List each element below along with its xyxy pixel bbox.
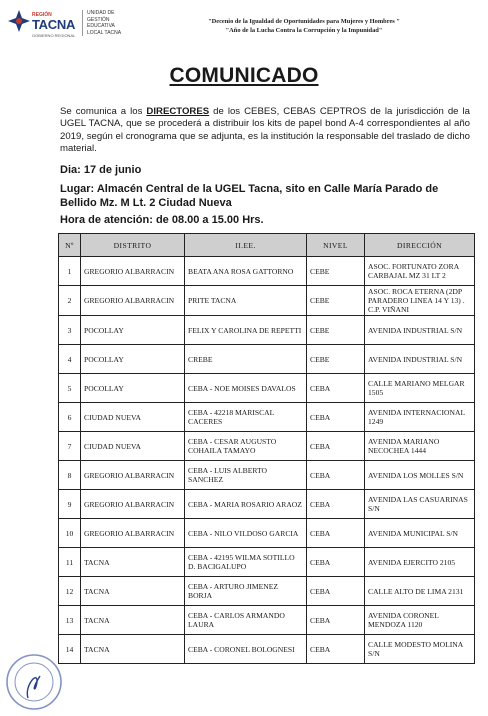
logo-region-text: REGIÓN <box>32 12 52 18</box>
cell-iiee: BEATA ANA ROSA GATTORNO <box>185 257 307 286</box>
cell-iiee: CEBA - NILO VILDOSO GARCIA <box>185 519 307 548</box>
intro-highlight: DIRECTORES <box>146 106 210 117</box>
cell-nivel: CEBA <box>307 548 365 577</box>
table-row <box>59 548 475 577</box>
table-row <box>59 577 475 606</box>
ugel-label <box>82 10 131 36</box>
cell-nivel: CEBA <box>307 635 365 664</box>
table-row <box>59 286 475 316</box>
cell-nivel: CEBA <box>307 403 365 432</box>
cell-iiee: CEBA - NOE MOISES DAVALOS <box>185 374 307 403</box>
cell-direccion: AVENIDA EJERCITO 2105 <box>365 548 475 577</box>
cell-direccion: ASOC. FORTUNATO ZORA CARBAJAL MZ 31 LT 2 <box>365 257 475 286</box>
table-row <box>59 606 475 635</box>
cell-distrito: POCOLLAY <box>81 316 185 345</box>
date-line: Dia: 17 de junio <box>60 164 142 176</box>
cell-number: 1 <box>59 257 81 286</box>
cell-iiee: CEBA - 42195 WILMA SOTILLO D. BACIGALUPO <box>185 548 307 577</box>
header-iiee: II.EE. <box>185 234 307 257</box>
cell-number: 6 <box>59 403 81 432</box>
cell-distrito: GREGORIO ALBARRACIN <box>81 461 185 490</box>
cell-direccion: CALLE ALTO DE LIMA 2131 <box>365 577 475 606</box>
cell-nivel: CEBE <box>307 257 365 286</box>
decenio-motto <box>134 18 474 35</box>
cell-nivel: CEBA <box>307 432 365 461</box>
ugel-line: LOCAL TACNA <box>87 29 122 36</box>
cell-direccion: CALLE MARIANO MELGAR 1505 <box>365 374 475 403</box>
ugel-line: EDUCATIVA <box>87 23 115 29</box>
logo-name-text: TACNA <box>32 17 76 32</box>
cell-number: 8 <box>59 461 81 490</box>
cell-distrito: GREGORIO ALBARRACIN <box>81 490 185 519</box>
cell-direccion: AVENIDA INDUSTRIAL S/N <box>365 345 475 374</box>
cell-nivel: CEBA <box>307 461 365 490</box>
decenio-line-1: "Decenio de la Igualdad de Oportunidades para Mujeres y Hombres " <box>208 18 400 25</box>
table-row <box>59 345 475 374</box>
cell-direccion: AVENIDA LAS CASUARINAS S/N <box>365 490 475 519</box>
table-row <box>59 403 475 432</box>
cell-direccion: CALLE MODESTO MOLINA S/N <box>365 635 475 664</box>
cell-distrito: GREGORIO ALBARRACIN <box>81 286 185 316</box>
cell-iiee: CREBE <box>185 345 307 374</box>
cell-nivel: CEBE <box>307 345 365 374</box>
cell-iiee: CEBA - 42218 MARISCAL CACERES <box>185 403 307 432</box>
cell-direccion: AVENIDA INDUSTRIAL S/N <box>365 316 475 345</box>
logo-tag-text: GOBIERNO REGIONAL <box>32 33 76 38</box>
cell-direccion: AVENIDA CORONEL MENDOZA 1120 <box>365 606 475 635</box>
cell-number: 2 <box>59 286 81 316</box>
cell-distrito: GREGORIO ALBARRACIN <box>81 519 185 548</box>
cell-iiee: CEBA - LUIS ALBERTO SANCHEZ <box>185 461 307 490</box>
cell-distrito: GREGORIO ALBARRACIN <box>81 257 185 286</box>
cell-nivel: CEBA <box>307 519 365 548</box>
cell-iiee: CEBA - CARLOS ARMANDO LAURA <box>185 606 307 635</box>
cell-direccion: AVENIDA MARIANO NECOCHEA 1444 <box>365 432 475 461</box>
ugel-line: UNIDAD DE <box>87 10 115 16</box>
cell-distrito: TACNA <box>81 606 185 635</box>
region-logo-icon <box>8 10 30 32</box>
cell-number: 7 <box>59 432 81 461</box>
cell-direccion: AVENIDA LOS MOLLES S/N <box>365 461 475 490</box>
cell-iiee: PRITE TACNA <box>185 286 307 316</box>
cell-nivel: CEBA <box>307 577 365 606</box>
cell-number: 9 <box>59 490 81 519</box>
cell-distrito: CIUDAD NUEVA <box>81 403 185 432</box>
cell-iiee: CEBA - CORONEL BOLOGNESI <box>185 635 307 664</box>
document-header <box>8 8 480 48</box>
location-line: Lugar: Almacén Central de la UGEL Tacna, sito en Calle María Parado de Bellido Mz. M Lt. 2 Ciudad Nueva <box>60 183 439 209</box>
cell-nivel: CEBE <box>307 286 365 316</box>
cell-iiee: CEBA - CESAR AUGUSTO COHAILA TAMAYO <box>185 432 307 461</box>
header-nivel: NIVEL <box>307 234 365 257</box>
cell-number: 3 <box>59 316 81 345</box>
table-row <box>59 461 475 490</box>
ugel-line: GESTIÓN <box>87 16 110 23</box>
cell-number: 5 <box>59 374 81 403</box>
cell-distrito: TACNA <box>81 548 185 577</box>
header-number: Nº <box>59 234 81 257</box>
intro-after: de los CEBES, CEBAS CEPTROS de la jurisdicción de la UGEL TACNA, que se procederá a distribuir los kits de papel bond A-4 correspondientes al año 2019, según el cronograma que se adjunta, es la institución la responsable del traslado de dicho material. <box>60 106 470 155</box>
cell-iiee: CEBA - MARIA ROSARIO ARAOZ <box>185 490 307 519</box>
cell-distrito: POCOLLAY <box>81 345 185 374</box>
table-row <box>59 490 475 519</box>
intro-before: Se comunica a los <box>60 106 147 117</box>
hours-line: Hora de atención: de 08.00 a 15.00 Hrs. <box>60 214 264 226</box>
table-row <box>59 316 475 345</box>
cell-distrito: TACNA <box>81 577 185 606</box>
cell-nivel: CEBA <box>307 606 365 635</box>
cell-distrito: CIUDAD NUEVA <box>81 432 185 461</box>
table-header-row <box>59 234 475 257</box>
cell-number: 13 <box>59 606 81 635</box>
cell-direccion: ASOC. ROCA ETERNA (2DP PARADERO LINEA 14 Y 13) . C.P. VIÑANI <box>365 286 475 316</box>
cell-number: 4 <box>59 345 81 374</box>
page-title: COMUNICADO <box>169 64 319 87</box>
official-seal-stamp <box>4 652 64 712</box>
table-row <box>59 432 475 461</box>
cell-direccion: AVENIDA MUNICIPAL S/N <box>365 519 475 548</box>
region-tacna-logo <box>8 8 78 44</box>
table-row <box>59 257 475 286</box>
table-row <box>59 635 475 664</box>
table-row <box>59 374 475 403</box>
intro-paragraph <box>60 106 470 156</box>
schedule-table <box>58 233 475 664</box>
cell-number: 12 <box>59 577 81 606</box>
cell-nivel: CEBA <box>307 374 365 403</box>
cell-iiee: CEBA - ARTURO JIMENEZ BORJA <box>185 577 307 606</box>
header-distrito: DISTRITO <box>81 234 185 257</box>
cell-distrito: TACNA <box>81 635 185 664</box>
cell-nivel: CEBA <box>307 490 365 519</box>
cell-number: 14 <box>59 635 81 664</box>
header-direccion: DIRECCIÓN <box>365 234 475 257</box>
cell-number: 10 <box>59 519 81 548</box>
cell-direccion: AVENIDA INTERNACIONAL 1249 <box>365 403 475 432</box>
cell-distrito: POCOLLAY <box>81 374 185 403</box>
cell-iiee: FELIX Y CAROLINA DE REPETTI <box>185 316 307 345</box>
table-row <box>59 519 475 548</box>
decenio-line-2: "Año de la Lucha Contra la Corrupción y la Impunidad" <box>225 26 383 34</box>
cell-number: 11 <box>59 548 81 577</box>
cell-nivel: CEBE <box>307 316 365 345</box>
